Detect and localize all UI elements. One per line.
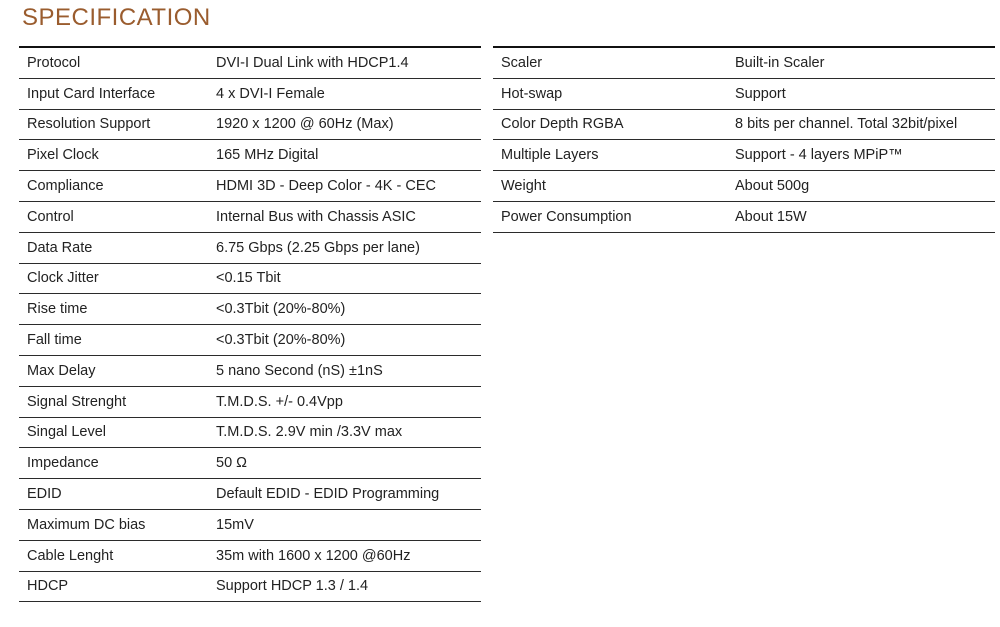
- spec-row: [19, 540, 481, 571]
- page-title: SPECIFICATION: [22, 4, 211, 31]
- spec-label: Pixel Clock: [19, 140, 208, 171]
- spec-value: Support HDCP 1.3 / 1.4: [208, 571, 481, 602]
- spec-row: [19, 386, 481, 417]
- spec-label: Impedance: [19, 448, 208, 479]
- spec-label: Control: [19, 201, 208, 232]
- spec-value: 165 MHz Digital: [208, 140, 481, 171]
- spec-value: HDMI 3D - Deep Color - 4K - CEC: [208, 171, 481, 202]
- spec-row: [19, 78, 481, 109]
- spec-label: Clock Jitter: [19, 263, 208, 294]
- spec-value: T.M.D.S. +/- 0.4Vpp: [208, 386, 481, 417]
- spec-row: [19, 325, 481, 356]
- spec-value: 35m with 1600 x 1200 @60Hz: [208, 540, 481, 571]
- spec-label: Compliance: [19, 171, 208, 202]
- spec-row: [19, 294, 481, 325]
- spec-row: [19, 171, 481, 202]
- spec-row: [19, 232, 481, 263]
- spec-label: Cable Lenght: [19, 540, 208, 571]
- spec-label: Resolution Support: [19, 109, 208, 140]
- spec-table-left-body: [19, 48, 481, 602]
- spec-row: [19, 355, 481, 386]
- spec-value: DVI-I Dual Link with HDCP1.4: [208, 48, 481, 78]
- spec-value: T.M.D.S. 2.9V min /3.3V max: [208, 417, 481, 448]
- spec-row: [19, 140, 481, 171]
- spec-value: About 15W: [727, 201, 995, 232]
- spec-label: Singal Level: [19, 417, 208, 448]
- spec-value: Support - 4 layers MPiP™: [727, 140, 995, 171]
- spec-label: Signal Strenght: [19, 386, 208, 417]
- spec-row: [493, 78, 995, 109]
- spec-value: About 500g: [727, 171, 995, 202]
- spec-label: EDID: [19, 479, 208, 510]
- spec-value: <0.3Tbit (20%-80%): [208, 294, 481, 325]
- spec-row: [493, 201, 995, 232]
- spec-row: [493, 171, 995, 202]
- spec-value: Support: [727, 78, 995, 109]
- spec-value: <0.15 Tbit: [208, 263, 481, 294]
- spec-label: Protocol: [19, 48, 208, 78]
- spec-value: Default EDID - EDID Programming: [208, 479, 481, 510]
- spec-label: Scaler: [493, 48, 727, 78]
- spec-row: [493, 140, 995, 171]
- spec-value: Internal Bus with Chassis ASIC: [208, 201, 481, 232]
- spec-row: [19, 263, 481, 294]
- spec-value: 6.75 Gbps (2.25 Gbps per lane): [208, 232, 481, 263]
- spec-label: Rise time: [19, 294, 208, 325]
- spec-label: Power Consumption: [493, 201, 727, 232]
- spec-value: 1920 x 1200 @ 60Hz (Max): [208, 109, 481, 140]
- spec-row: [19, 479, 481, 510]
- spec-value: <0.3Tbit (20%-80%): [208, 325, 481, 356]
- spec-row: [493, 48, 995, 78]
- spec-label: Data Rate: [19, 232, 208, 263]
- spec-row: [19, 48, 481, 78]
- spec-value: Built-in Scaler: [727, 48, 995, 78]
- spec-label: Hot-swap: [493, 78, 727, 109]
- spec-row: [19, 509, 481, 540]
- spec-table-left: [19, 46, 481, 602]
- spec-value: 8 bits per channel. Total 32bit/pixel: [727, 109, 995, 140]
- spec-value: 15mV: [208, 509, 481, 540]
- spec-value: 4 x DVI-I Female: [208, 78, 481, 109]
- spec-label: Max Delay: [19, 355, 208, 386]
- spec-row: [19, 417, 481, 448]
- spec-row: [493, 109, 995, 140]
- spec-label: Input Card Interface: [19, 78, 208, 109]
- spec-label: Weight: [493, 171, 727, 202]
- spec-table-right-body: [493, 48, 995, 232]
- spec-table-right: [493, 46, 995, 233]
- spec-label: Maximum DC bias: [19, 509, 208, 540]
- spec-row: [19, 448, 481, 479]
- spec-label: HDCP: [19, 571, 208, 602]
- spec-row: [19, 571, 481, 602]
- spec-label: Fall time: [19, 325, 208, 356]
- spec-label: Color Depth RGBA: [493, 109, 727, 140]
- spec-row: [19, 109, 481, 140]
- spec-value: 50 Ω: [208, 448, 481, 479]
- spec-value: 5 nano Second (nS) ±1nS: [208, 355, 481, 386]
- spec-label: Multiple Layers: [493, 140, 727, 171]
- spec-row: [19, 201, 481, 232]
